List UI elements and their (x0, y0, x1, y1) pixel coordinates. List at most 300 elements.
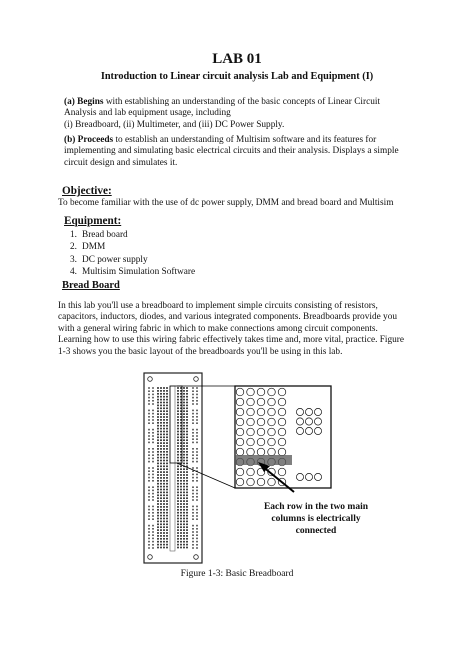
breadboard-hole (186, 480, 188, 482)
breadboard-hole (148, 422, 150, 424)
breadboard-hole (166, 532, 168, 534)
breadboard-hole (157, 503, 159, 505)
callout-text (264, 502, 369, 536)
breadboard-hole (180, 489, 182, 491)
breadboard-hole (183, 445, 185, 447)
breadboard-hole (196, 525, 198, 527)
breadboard-hole (157, 431, 159, 433)
breadboard-hole (157, 521, 159, 523)
breadboard-hole (180, 439, 182, 441)
breadboard-hole (196, 454, 198, 456)
breadboard-hole (192, 496, 194, 498)
breadboard-hole (236, 428, 244, 436)
breadboard-hole (192, 512, 194, 514)
breadboard-hole (177, 518, 179, 520)
breadboard-hole (166, 390, 168, 392)
breadboard-hole (163, 387, 165, 389)
breadboard-hole (163, 413, 165, 415)
breadboard-hole (148, 429, 150, 431)
breadboard-hole (183, 463, 185, 465)
breadboard-hole (163, 396, 165, 398)
breadboard-hole (183, 390, 185, 392)
breadboard-hole (160, 436, 162, 438)
breadboard-hole (166, 457, 168, 459)
breadboard-hole (186, 457, 188, 459)
breadboard-hole (166, 521, 168, 523)
breadboard-hole (163, 521, 165, 523)
breadboard-hole (180, 393, 182, 395)
breadboard-hole (163, 547, 165, 549)
breadboard-hole (180, 529, 182, 531)
breadboard-hole (166, 402, 168, 404)
breadboard-hole (163, 428, 165, 430)
breadboard-hole (152, 435, 154, 437)
breadboard-hole (180, 541, 182, 543)
breadboard-hole (157, 451, 159, 453)
breadboard-hole (177, 448, 179, 450)
breadboard-hole (196, 490, 198, 492)
breadboard-hole (152, 477, 154, 479)
breadboard-hole (186, 523, 188, 525)
breadboard-hole (278, 448, 286, 456)
breadboard-hole (183, 521, 185, 523)
breadboard-hole (148, 394, 150, 396)
breadboard-hole (183, 422, 185, 424)
breadboard-hole (157, 465, 159, 467)
breadboard-hole (305, 427, 312, 434)
breadboard-hole (163, 477, 165, 479)
breadboard-hole (192, 419, 194, 421)
breadboard-hole (148, 528, 150, 530)
breadboard-hole (180, 399, 182, 401)
breadboard-hole (160, 451, 162, 453)
breadboard-hole (157, 428, 159, 430)
breadboard-hole (180, 512, 182, 514)
breadboard-hole (186, 492, 188, 494)
breadboard-hole (148, 419, 150, 421)
breadboard-hole (163, 512, 165, 514)
breadboard-hole (163, 523, 165, 525)
breadboard-hole (183, 474, 185, 476)
breadboard-hole (157, 405, 159, 407)
breadboard-hole (157, 402, 159, 404)
breadboard-hole (157, 500, 159, 502)
breadboard-hole (152, 547, 154, 549)
breadboard-hole (186, 483, 188, 485)
breadboard-hole (180, 413, 182, 415)
breadboard-hole (183, 431, 185, 433)
breadboard-hole (278, 468, 286, 476)
breadboard-hole (160, 399, 162, 401)
breadboard-hole (148, 518, 150, 520)
breadboard-hole (196, 509, 198, 511)
breadboard-hole (148, 403, 150, 405)
breadboard-hole (177, 483, 179, 485)
breadboard-hole (192, 397, 194, 399)
breadboard-hole (186, 387, 188, 389)
breadboard-hole (160, 474, 162, 476)
breadboard-hole (183, 425, 185, 427)
breadboard-hole (247, 398, 255, 406)
breadboard-hole (183, 405, 185, 407)
breadboard-hole (257, 448, 265, 456)
breadboard-hole (148, 390, 150, 392)
breadboard-hole (177, 523, 179, 525)
breadboard-hole (152, 496, 154, 498)
breadboard-hole (152, 387, 154, 389)
breadboard-hole (196, 422, 198, 424)
breadboard-hole (152, 515, 154, 517)
breadboard-hole (166, 460, 168, 462)
breadboard-hole (186, 506, 188, 508)
breadboard-hole (177, 471, 179, 473)
breadboard-hole (177, 477, 179, 479)
breadboard-hole (180, 460, 182, 462)
breadboard-hole (166, 497, 168, 499)
breadboard-hole (148, 509, 150, 511)
breadboard-hole (148, 454, 150, 456)
breadboard-hole (186, 399, 188, 401)
breadboard-hole (180, 451, 182, 453)
breadboard-hole (152, 454, 154, 456)
breadboard-hole (152, 458, 154, 460)
breadboard-hole (186, 494, 188, 496)
breadboard-hole (163, 526, 165, 528)
breadboard-hole (166, 471, 168, 473)
intro-b-label: (b) Proceeds (64, 135, 114, 145)
breadboard-hole (163, 451, 165, 453)
breadboard-hole (166, 399, 168, 401)
breadboard-hole (192, 490, 194, 492)
breadboard-hole (157, 512, 159, 514)
breadboard-hole (183, 468, 185, 470)
breadboard-hole (180, 532, 182, 534)
intro-a-line3: (i) Breadboard, (ii) Multimeter, and (iii) DC Power Supply. (64, 119, 285, 130)
breadboard-hole (157, 489, 159, 491)
breadboard-hole (166, 416, 168, 418)
breadboard-hole (180, 454, 182, 456)
breadboard-hole (160, 489, 162, 491)
breadboard-paragraph: In this lab you'll use a breadboard to implement simple circuits consisting of resistors, capacitors, inductors, diodes, and various integrated components. Breadboards provide you with a general wiring fabric in which to make connections among circuit components. Learning how to use this wiring fabric effectively takes time and, more vital, practice. Figure 1-3 shows you the basic layout of the breadboards you'll be using in this lab. (58, 301, 405, 357)
lab-subtitle: Introduction to Linear circuit analysis Lab and Equipment (I) (100, 71, 374, 82)
breadboard-hole (183, 544, 185, 546)
breadboard-hole (157, 544, 159, 546)
breadboard-hole (152, 400, 154, 402)
breadboard-hole (148, 541, 150, 543)
breadboard-hole (157, 547, 159, 549)
breadboard-hole (186, 454, 188, 456)
breadboard-hole (148, 416, 150, 418)
breadboard-hole (186, 463, 188, 465)
breadboard-hole (180, 465, 182, 467)
breadboard-hole (192, 493, 194, 495)
breadboard-hole (196, 496, 198, 498)
breadboard-hole (177, 521, 179, 523)
breadboard-hole (152, 413, 154, 415)
breadboard-hole (186, 396, 188, 398)
breadboard-hole (192, 432, 194, 434)
breadboard-hole (196, 538, 198, 540)
breadboard-hole (192, 422, 194, 424)
callout-line2: columns is electrically (271, 514, 361, 524)
breadboard-hole (177, 422, 179, 424)
breadboard-hole (152, 528, 154, 530)
breadboard-hole (247, 438, 255, 446)
breadboard-hole (268, 408, 276, 416)
breadboard-hole (166, 387, 168, 389)
breadboard-hole (196, 438, 198, 440)
breadboard-hole (196, 461, 198, 463)
breadboard-hole (160, 483, 162, 485)
breadboard-hole (247, 468, 255, 476)
breadboard-hole (160, 463, 162, 465)
breadboard-hole (163, 497, 165, 499)
breadboard-hole (163, 454, 165, 456)
breadboard-hole (196, 531, 198, 533)
breadboard-hole (163, 532, 165, 534)
breadboard-hole (157, 492, 159, 494)
breadboard-hole (163, 509, 165, 511)
breadboard-hole (177, 489, 179, 491)
breadboard-hole (163, 506, 165, 508)
breadboard-hole (186, 509, 188, 511)
lab-title: LAB 01 (212, 51, 262, 67)
breadboard-hole (177, 465, 179, 467)
breadboard-hole (148, 448, 150, 450)
breadboard-hole (157, 448, 159, 450)
breadboard-hole (166, 526, 168, 528)
breadboard-hole (163, 471, 165, 473)
breadboard-hole (236, 438, 244, 446)
breadboard-hole (163, 416, 165, 418)
breadboard-hole (160, 387, 162, 389)
breadboard-hole (196, 416, 198, 418)
breadboard-hole (257, 428, 265, 436)
breadboard-hole (160, 509, 162, 511)
intro-a-line1: with establishing an understanding of the basic concepts of Linear Circuit (105, 97, 381, 107)
breadboard-hole (152, 442, 154, 444)
breadboard-hole (177, 410, 179, 412)
breadboard-hole (183, 471, 185, 473)
breadboard-hole (160, 497, 162, 499)
breadboard-hole (192, 413, 194, 415)
breadboard-hole (186, 526, 188, 528)
breadboard-hole (160, 416, 162, 418)
breadboard-hole (196, 442, 198, 444)
breadboard-hole (196, 458, 198, 460)
breadboard-hole (163, 544, 165, 546)
breadboard-hole (236, 468, 244, 476)
breadboard-hole (148, 480, 150, 482)
breadboard-hole (183, 512, 185, 514)
breadboard-hole (157, 468, 159, 470)
breadboard-hole (163, 407, 165, 409)
breadboard-hole (192, 387, 194, 389)
breadboard-hole (152, 461, 154, 463)
breadboard-hole (177, 503, 179, 505)
breadboard-hole (236, 408, 244, 416)
breadboard-hole (166, 428, 168, 430)
breadboard-hole (160, 535, 162, 537)
breadboard-hole (166, 503, 168, 505)
breadboard-hole (157, 486, 159, 488)
breadboard-hole (177, 480, 179, 482)
breadboard-hole (166, 492, 168, 494)
breadboard-hole (186, 413, 188, 415)
breadboard-hole (180, 523, 182, 525)
breadboard-hole (163, 494, 165, 496)
breadboard-hole (157, 425, 159, 427)
breadboard-hole (196, 410, 198, 412)
breadboard-hole (163, 390, 165, 392)
breadboard-hole (180, 422, 182, 424)
breadboard-hole (148, 451, 150, 453)
breadboard-hole (192, 547, 194, 549)
list-item: 1. Bread board (70, 230, 128, 240)
breadboard-hole (180, 410, 182, 412)
breadboard-hole (186, 405, 188, 407)
breadboard-hole (177, 405, 179, 407)
breadboard-hole (160, 439, 162, 441)
breadboard-hole (183, 483, 185, 485)
breadboard-hole (177, 416, 179, 418)
breadboard-hole (183, 486, 185, 488)
breadboard-hole (196, 387, 198, 389)
figure-caption: Figure 1-3: Basic Breadboard (180, 569, 294, 579)
breadboard-hole (186, 445, 188, 447)
breadboard-hole (183, 515, 185, 517)
breadboard-hole (160, 457, 162, 459)
breadboard-hole (186, 442, 188, 444)
breadboard-hole (157, 454, 159, 456)
breadboard-hole (148, 410, 150, 412)
breadboard-hole (177, 442, 179, 444)
breadboard-hole (196, 390, 198, 392)
breadboard-hole (177, 509, 179, 511)
breadboard-hole (152, 493, 154, 495)
breadboard-hole (183, 494, 185, 496)
breadboard-hole (183, 518, 185, 520)
breadboard-hole (296, 418, 303, 425)
breadboard-hole (152, 448, 154, 450)
breadboard-hole (177, 541, 179, 543)
breadboard-hole (160, 506, 162, 508)
breadboard-hole (163, 486, 165, 488)
breadboard-hole (166, 506, 168, 508)
breadboard-hole (152, 429, 154, 431)
list-item: 4. Multisim Simulation Software (70, 267, 196, 278)
breadboard-hole (177, 526, 179, 528)
breadboard-hole (160, 405, 162, 407)
breadboard-hole (166, 431, 168, 433)
breadboard-hole (166, 512, 168, 514)
breadboard-hole (163, 460, 165, 462)
breadboard-hole (183, 402, 185, 404)
breadboard-hole (257, 398, 265, 406)
breadboard-hole (278, 388, 286, 396)
breadboard-hole (152, 470, 154, 472)
breadboard-hole (160, 468, 162, 470)
breadboard-hole (160, 460, 162, 462)
breadboard-hole (177, 454, 179, 456)
breadboard-hole (152, 486, 154, 488)
breadboard-hole (186, 471, 188, 473)
breadboard-hole (177, 547, 179, 549)
breadboard-hole (183, 413, 185, 415)
breadboard-hole (186, 477, 188, 479)
breadboard-hole (160, 393, 162, 395)
breadboard-hole (177, 413, 179, 415)
breadboard-hole (148, 477, 150, 479)
breadboard-hole (160, 532, 162, 534)
breadboard-hole (166, 410, 168, 412)
breadboard-hole (166, 463, 168, 465)
breadboard-hole (186, 497, 188, 499)
breadboard-hole (180, 477, 182, 479)
breadboard-hole (296, 427, 303, 434)
breadboard-hole (186, 521, 188, 523)
breadboard-hole (192, 403, 194, 405)
breadboard-hole (196, 397, 198, 399)
breadboard-hole (152, 509, 154, 511)
breadboard-hole (163, 445, 165, 447)
breadboard-hole (196, 544, 198, 546)
breadboard-hole (148, 397, 150, 399)
breadboard-hole (177, 402, 179, 404)
breadboard-hole (192, 470, 194, 472)
breadboard-hole (157, 529, 159, 531)
breadboard-hole (183, 535, 185, 537)
breadboard-hole (152, 506, 154, 508)
breadboard-hole (166, 422, 168, 424)
breadboard-hole (157, 535, 159, 537)
breadboard-hole (166, 486, 168, 488)
breadboard-hole (192, 534, 194, 536)
breadboard-hole (186, 451, 188, 453)
breadboard-hole (257, 478, 265, 486)
breadboard-hole (177, 538, 179, 540)
breadboard-hole (157, 416, 159, 418)
breadboard-hole (192, 518, 194, 520)
breadboard-hole (192, 438, 194, 440)
breadboard-hole (152, 534, 154, 536)
breadboard-hole (160, 544, 162, 546)
breadboard-hole (186, 436, 188, 438)
breadboard-hole (177, 399, 179, 401)
breadboard-hole (196, 451, 198, 453)
breadboard-hole (166, 538, 168, 540)
breadboard-hole (160, 410, 162, 412)
breadboard-hole (180, 518, 182, 520)
breadboard-hole (177, 445, 179, 447)
breadboard-hole (148, 490, 150, 492)
breadboard-hole (166, 393, 168, 395)
breadboard-hole (148, 458, 150, 460)
breadboard-hole (268, 478, 276, 486)
breadboard-hole (257, 408, 265, 416)
breadboard-hole (166, 480, 168, 482)
breadboard-hole (166, 509, 168, 511)
breadboard-hole (157, 407, 159, 409)
breadboard-hole (148, 512, 150, 514)
breadboard-hole (196, 413, 198, 415)
breadboard-hole (186, 390, 188, 392)
intro-b-line1: to establish an understanding of Multisim software and its features for (115, 135, 377, 145)
breadboard-hole (160, 434, 162, 436)
breadboard-hole (160, 512, 162, 514)
breadboard-hole (152, 410, 154, 412)
breadboard-hole (157, 480, 159, 482)
